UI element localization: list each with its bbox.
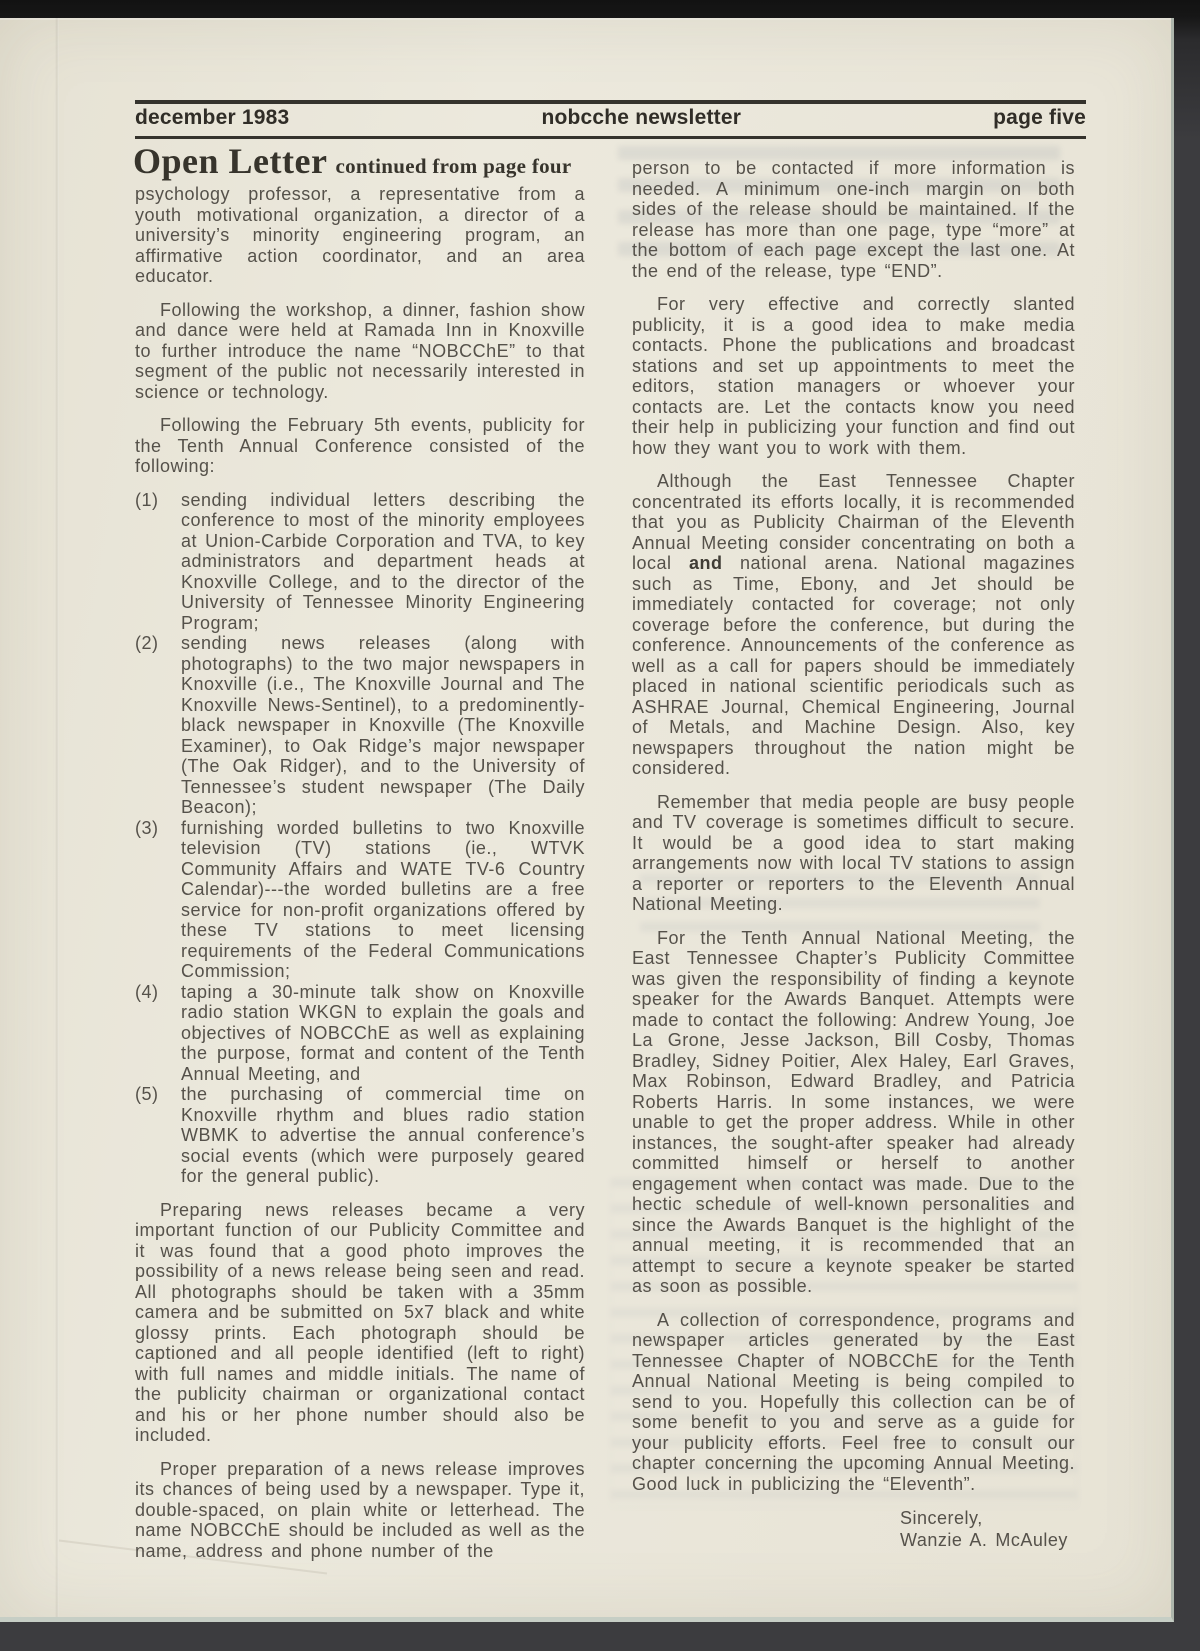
numbered-list [135,490,585,1187]
emphasis-before-text: Although the East Tennessee Chapter concentrated its efforts locally, it is recommended that you as Publicity Chairman of the Eleventh Annual Meeting consider concentrating on both a local [632,471,1075,573]
list-item [135,490,585,634]
list-item [135,633,585,818]
left-closing-paragraphs [135,1200,585,1562]
paragraph: Following the workshop, a dinner, fashion show and dance were held at Ramada Inn in Knoxville to further introduce the name “NOBCChE” to that segment of the public not necessarily interested in science or technology. [135,299,585,402]
newsletter-page [0,18,1174,1622]
paragraph: For the Tenth Annual National Meeting, the East Tennessee Chapter’s Publicity Committee was given the responsibility of finding a keynote speaker for the Awards Banquet. Attempts were made to contact the following: Andrew Young, Joe La Grone, Jesse Jackson, Bill Cosby, Thomas Bradley, Sidney Poitier, Alex Haley, Earl Graves, Max Robinson, Edward Bradley, and Patricia Roberts Harris. In some instances, we were unable to get the proper address. While in other instances, the sought-after speaker had already committed himself or herself to another engagement when contact was made. Due to the hectic schedule of well-known personalities and since the Awards Banquet is the highlight of the annual meeting, it is recommended that an attempt to secure a keynote speaker be started as soon as possible. [632,927,1075,1296]
list-item-text: taping a 30-minute talk show on Knoxville radio station WKGN to explain the goals and objectives of NOBCChE as well as explaining the purpose, format and content of the Tenth Annual Meeting, and [181,981,585,1084]
paragraph: For very effective and correctly slanted publicity, it is a good idea to make media contacts. Phone the publications and broadcast stations and set up appointments to meet the editors, station managers or whoever your contacts are. Let the contacts know you need their help in publicizing your function and find out how they want you to work with them. [632,294,1075,458]
masthead-date: december 1983 [135,106,290,129]
emphasis-paragraph [632,471,1075,779]
list-item-marker: (2) [135,633,159,653]
masthead-newsletter-title: nobcche newsletter [541,106,742,129]
list-item [135,1084,585,1187]
paragraph: Proper preparation of a news release improves its chances of being used by a newspaper. Type it, double-spaced, on plain white or letterhead. The name NOBCChE should be included as well as the name, address and phone number of the [135,1458,585,1561]
signoff-block [632,1507,1075,1551]
list-item-text: the purchasing of commercial time on Knoxville rhythm and blues radio station WBMK to advertise the annual conference’s social events (which were purposely geared for the general public). [181,1084,585,1186]
masthead [135,106,1086,130]
list-item-marker: (5) [135,1084,159,1104]
list-item-marker: (1) [135,489,159,510]
paragraph: Preparing news releases became a very important function of our Publicity Committee and it was found that a good photo improves the possibility of a news release being seen and read. All photographs should be taken with a 35mm camera and be submitted on 5x7 black and white glossy prints. Each photograph should be captioned and all people identified (left to right) with full names and middle initials. The name of the publicity chairman or organizational contact and his or her phone number should also be included. [135,1199,585,1445]
left-intro-paragraphs [135,184,585,477]
emphasis-after-text: national arena. National magazines such as Time, Ebony, and Jet should be immediately contacted for coverage; not only coverage before the conference, but during the conference. Announcements of the conference as well as a call for papers should be immediately placed in national scientific periodicals such as ASHRAE Journal, Chemical Engineering, Journal of Metals, and Machine Design. Also, key newspapers throughout the nation might be considered. [632,553,1075,778]
right-closing-paragraphs [632,792,1075,1495]
list-item-marker: (3) [135,817,159,838]
list-item-text: furnishing worded bulletins to two Knoxville television (TV) stations (ie., WTVK Community Affairs and WATE TV-6 Country Calendar)---the worded bulletins are a free service for non-profit organizations offered by these TV stations to meet licensing requirements of the Federal Communications Commission; [181,817,585,981]
list-item-text: sending news releases (along with photographs) to the two major newspapers in Knoxville (i.e., The Knoxville Journal and The Knoxville News-Sentinel), to a predominently-black newspaper in Knoxville (The Knoxville Examiner), to Oak Ridge’s major newspaper (The Oak Ridger), and to the University of Tennessee’s student newspaper (The Daily Beacon); [181,633,585,817]
signoff-closing: Sincerely, [900,1508,983,1528]
list-item [135,982,585,1085]
right-opening-paragraphs [632,158,1075,458]
masthead-top-rule [135,100,1086,104]
article-continuation-note: continued from page four [335,154,572,178]
page-fold-line [55,18,59,1617]
masthead-page-number: page five [993,106,1086,129]
paragraph: person to be contacted if more information is needed. A minimum one-inch margin on both sides of the release should be maintained. If the release has more than one page, type “more” at the bottom of each page except the last one. At the end of the release, type “END”. [632,158,1075,281]
masthead-bottom-rule [135,136,1086,139]
left-column [135,184,585,1574]
bold-and-word: and [688,553,723,573]
paragraph: A collection of correspondence, programs and newspaper articles generated by the East Tennessee Chapter of NOBCChE for the Tenth Annual National Meeting is being compiled to send to you. Hopefully this collection can be of some benefit to you and serve as a guide for your publicity efforts. Feel free to consult our chapter concerning the upcoming Annual Meeting. Good luck in publicizing the “Eleventh”. [632,1309,1075,1494]
paragraph: psychology professor, a representative from a youth motivational organization, a director of a university’s minority engineering program, an affirmative action coordinator, and an area educator. [135,184,585,286]
list-item-marker: (4) [135,981,159,1002]
right-column [632,158,1075,1551]
article-title [133,140,653,182]
signoff-name: Wanzie A. McAuley [900,1530,1068,1550]
paragraph: Following the February 5th events, publicity for the Tenth Annual Conference consisted of the following: [135,415,585,476]
article-title-text: Open Letter [133,141,328,181]
paragraph: Remember that media people are busy people and TV coverage is sometimes difficult to secure. It would be a good idea to start making arrangements now with local TV stations to assign a reporter or reporters to the Eleventh Annual National Meeting. [632,791,1075,914]
list-item-text: sending individual letters describing the conference to most of the minority employees at Union-Carbide Corporation and TVA, to key administrators and department heads at Knoxville College, and to the director of the University of Tennessee Minority Engineering Program; [181,489,585,633]
list-item [135,818,585,982]
